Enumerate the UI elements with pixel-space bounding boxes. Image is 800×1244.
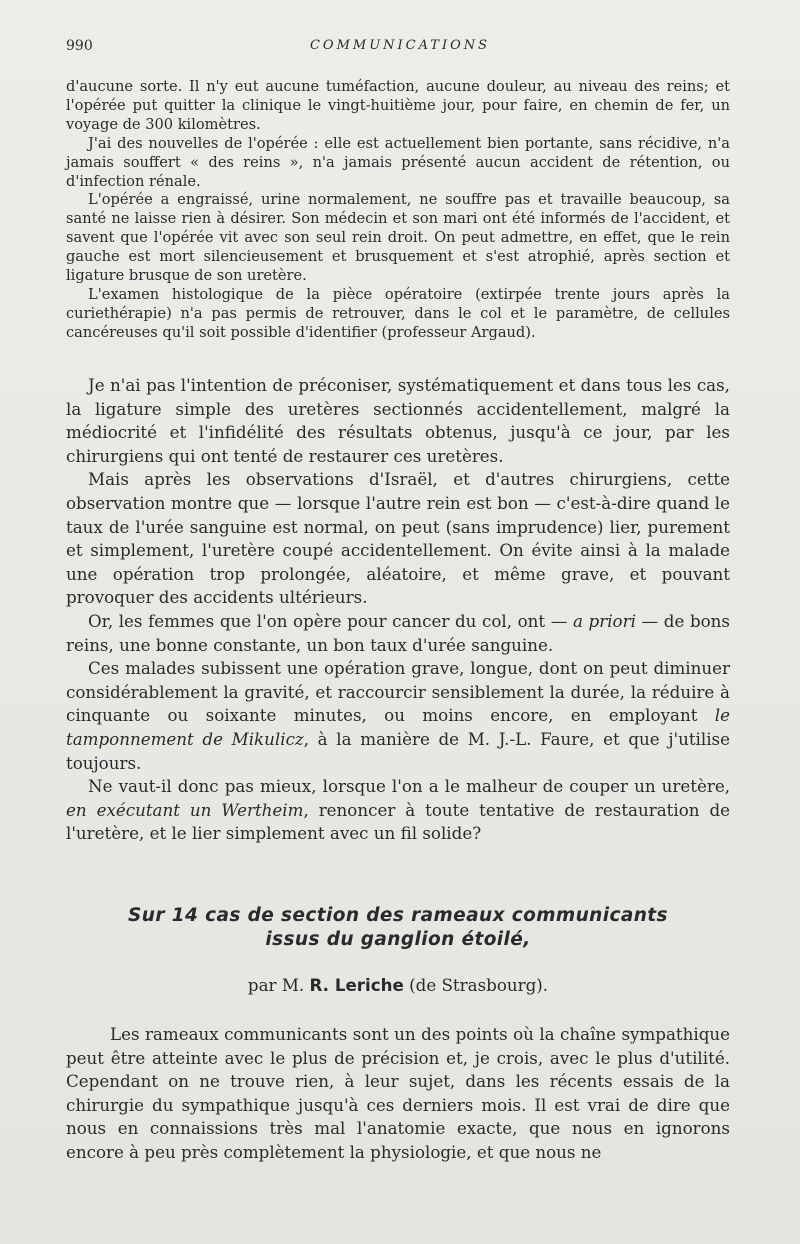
main-body-text xyxy=(66,374,730,846)
italic-run: a priori xyxy=(573,610,636,631)
article-title-line-1: Sur 14 cas de section des rameaux communicants xyxy=(128,905,668,926)
italic-run: en exécutant un Wertheim xyxy=(66,799,304,820)
page-header xyxy=(66,38,734,58)
main-paragraph-2: Mais après les observations d'Israël, et d'autres chirurgiens, cette observation montre que — lorsque l'autre rein est bon — c'est-à-dire quand le taux de l'urée sanguine est normal, on peut (sans imprudence) lier, purement et simplement, l'uretère coupé accidentellement. On évite ainsi à la malade une opération trop prolongée, aléatoire, et même grave, et pouvant provoquer des accidents ultérieurs. xyxy=(66,469,730,608)
byline-prefix: par M. xyxy=(247,975,310,995)
main-paragraph-3 xyxy=(66,610,730,657)
article-byline xyxy=(66,975,730,995)
text-run: Ces malades subissent une opération grave, longue, dont on peut diminuer considérablement la gravité, et raccourcir sensiblement la durée, la réduire à cinquante ou soixante minutes, ou moins encore, en employant xyxy=(66,658,730,726)
text-run: Ne vaut-il donc pas mieux, lorsque l'on a le malheur de couper un uretère, xyxy=(88,776,730,797)
text-run: , à la manière de M. J.-L. Faure, et que j'utilise toujours. xyxy=(66,728,730,773)
case-report-small-text xyxy=(66,78,730,343)
article-body xyxy=(66,1023,730,1165)
text-run: , renoncer à toute tentative de restauration de l'uretère, et le lier simplement avec un fil solide? xyxy=(66,799,731,844)
main-paragraph-5 xyxy=(66,775,730,846)
running-title: COMMUNICATIONS xyxy=(309,38,491,53)
italic-run: le tamponnement de Mikulicz xyxy=(66,705,730,749)
author-name: R. Leriche xyxy=(309,975,404,995)
article-title xyxy=(66,904,730,952)
article-title-line-2: issus du ganglion étoilé, xyxy=(265,929,531,950)
text-run: Or, les femmes que l'on opère pour cancer du col, ont — xyxy=(88,610,574,631)
text-run: — de bons reins, une bonne constante, un bon taux d'urée sanguine. xyxy=(66,610,730,655)
page-number: 990 xyxy=(66,38,93,54)
main-paragraph-4 xyxy=(66,657,730,775)
article-paragraph-1: Les rameaux communicants sont un des points où la chaîne sympathique peut être atteinte avec le plus de précision et, je crois, avec le plus d'utilité. Cependant on ne trouve rien, à leur sujet, dans les récents essais de la chirurgie du sympathique jusqu'à ces derniers mois. Il est vrai de dire que nous en connaissions très mal l'anatomie exacte, que nous en ignorons encore à peu près complètement la physiologie, et que nous ne xyxy=(66,1024,730,1162)
small-paragraph-2: J'ai des nouvelles de l'opérée : elle est actuellement bien portante, sans récidive, n'a jamais souffert « des reins », n'a jamais présenté aucun accident de rétention, ou d'infection rénale. xyxy=(66,134,730,190)
byline-suffix: (de Strasbourg). xyxy=(403,975,549,995)
main-paragraph-1: Je n'ai pas l'intention de préconiser, systématiquement et dans tous les cas, la ligature simple des uretères sectionnés accidentellement, malgré la médiocrité et l'infidélité des résultats obtenus, jusqu'à ce jour, par les chirurgiens qui ont tenté de restaurer ces uretères. xyxy=(66,375,730,466)
small-paragraph-3: L'opérée a engraissé, urine normalement, ne souffre pas et travaille beaucoup, sa santé ne laisse rien à désirer. Son médecin et son mari ont été informés de l'accident, et savent que l'opérée vit avec son seul rein droit. On peut admettre, en effet, que le rein gauche est mort silencieusement et brusquement et s'est atrophié, après section et ligature brusque de son uretère. xyxy=(66,191,730,285)
small-paragraph-4: L'examen histologique de la pièce opératoire (extirpée trente jours après la curiethérapie) n'a pas permis de retrouver, dans le col et le paramètre, de cellules cancéreuses qu'il soit possible d'identifier (professeur Argaud). xyxy=(66,285,730,341)
small-paragraph-1: d'aucune sorte. Il n'y eut aucune tuméfaction, aucune douleur, au niveau des reins; et l'opérée put quitter la clinique le vingt-huitième jour, pour faire, en chemin de fer, un voyage de 300 kilomètres. xyxy=(66,78,730,133)
